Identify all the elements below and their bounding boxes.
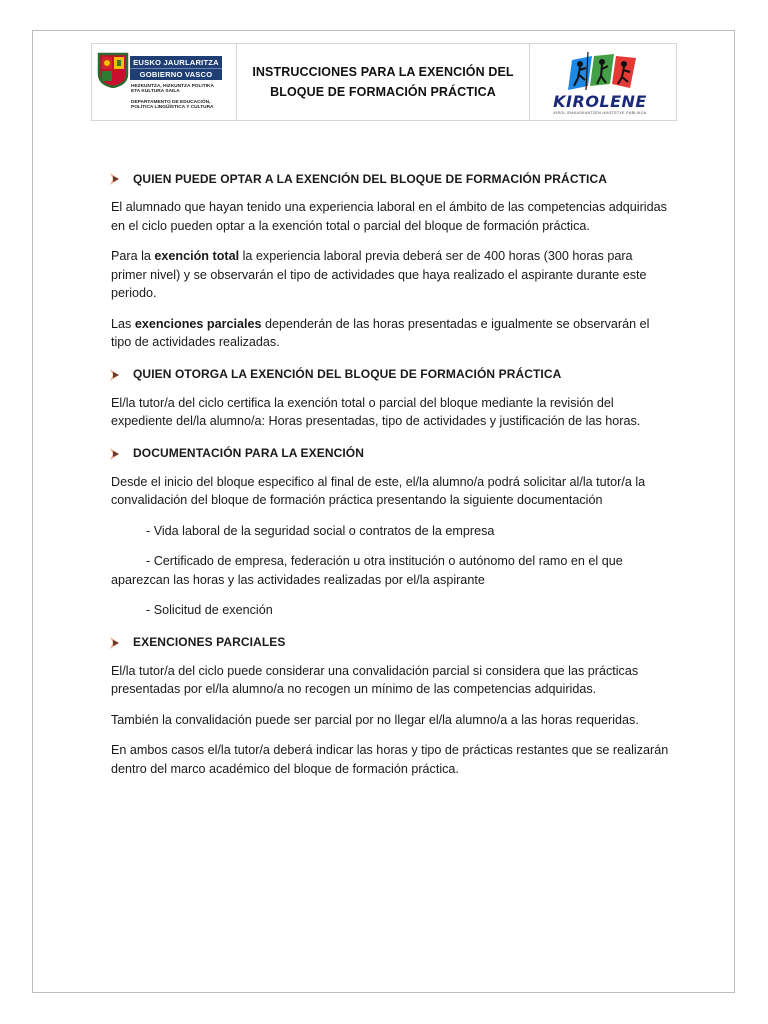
text: la experiencia laboral previa deberá ser de 400 horas (300 horas para primer nivel) y se observarán el tipo de actividades que haya realizado el aspirante durante este periodo. <box>111 249 647 300</box>
dept-eu-line-2: ETA KULTURA SAILA <box>131 89 180 95</box>
section-heading-2 <box>111 364 671 386</box>
text: Las <box>111 316 135 331</box>
paragraph: El/la tutor/a del ciclo puede considerar una convalidación parcial si considera que las prácticas presentadas por el/la alumno/a no recogen un mínimo de las competencias adquiridas. <box>111 663 639 696</box>
document-title <box>252 62 513 102</box>
list-item: - Certificado de empresa, federación u otra institución o autónomo del ramo en el que aparezcan las horas y las actividades realizadas por el/la aspirante <box>111 554 623 587</box>
title-line-1: INSTRUCCIONES PARA LA EXENCIÓN DEL <box>252 65 514 79</box>
section-title: EXENCIONES PARCIALES <box>133 635 286 650</box>
bold-text: exención total <box>154 249 240 263</box>
dept-eu-line-1: HEZKUNTZA, HIZKUNTZA POLITIKA <box>131 84 214 89</box>
kirolene-athletes-icon <box>558 50 640 94</box>
section-heading-1 <box>111 168 671 190</box>
arrow-bullet-icon <box>111 368 133 382</box>
text: dependerán de las horas presentadas e igualmente se observarán el tipo de actividades realizadas. <box>111 316 650 349</box>
gov-name-basque: EUSKO JAURLARITZA <box>133 58 219 67</box>
kirolene-wordmark: KIROLENE <box>553 92 647 111</box>
paragraph: También la convalidación puede ser parcial por no llegar el/la alumno/a a las horas requeridas. <box>111 712 639 727</box>
document-body <box>111 168 671 790</box>
section-heading-4 <box>111 632 671 654</box>
basque-government-logo <box>92 44 237 120</box>
paragraph <box>111 315 671 352</box>
section-title: DOCUMENTACIÓN PARA LA EXENCIÓN <box>133 446 364 461</box>
gov-name-spanish: GOBIERNO VASCO <box>130 68 222 80</box>
paragraph <box>111 247 671 303</box>
government-name-band <box>130 56 222 80</box>
list-item: - Solicitud de exención <box>146 603 273 617</box>
document-header <box>91 43 677 121</box>
paragraph: El alumnado que hayan tenido una experiencia laboral en el ámbito de las competencias adquiridas en el ciclo pueden optar a la exención total o parcial del bloque de formación práctica. <box>111 200 667 233</box>
kirolene-logo <box>530 44 676 120</box>
kirolene-subtitle: KIROL IRAKASKUNTZEN IKASTETXE PUBLIKOA <box>553 111 647 115</box>
department-spanish <box>131 100 214 111</box>
dept-es-line-2: POLÍTICA LINGÜÍSTICA Y CULTURA <box>131 105 214 111</box>
arrow-bullet-icon <box>111 636 133 650</box>
dept-es-line-1: DEPARTAMENTO DE EDUCACIÓN, <box>131 100 211 105</box>
section-heading-3 <box>111 443 671 465</box>
header-title-cell <box>237 44 530 120</box>
basque-shield-icon <box>97 52 129 88</box>
section-title: QUIEN OTORGA LA EXENCIÓN DEL BLOQUE DE FORMACIÓN PRÁCTICA <box>133 367 562 382</box>
bold-text: exenciones parciales <box>134 316 262 331</box>
section-title: QUIEN PUEDE OPTAR A LA EXENCIÓN DEL BLOQUE DE FORMACIÓN PRÁCTICA <box>133 171 607 186</box>
paragraph: El/la tutor/a del ciclo certifica la exención total o parcial del bloque mediante la revisión del expediente del/la alumno/a: Horas presentadas, tipo de actividades y justificación de las horas. <box>111 395 641 428</box>
text: Para la <box>111 249 155 263</box>
title-line-2: BLOQUE DE FORMACIÓN PRÁCTICA <box>270 85 496 99</box>
paragraph: Desde el inicio del bloque especifico al final de este, el/la alumno/a podrá solicitar al/la tutor/a la convalidación del bloque de formación práctica presentando la siguiente documentación <box>111 474 646 507</box>
paragraph: En ambos casos el/la tutor/a deberá indicar las horas y tipo de prácticas restantes que se realizarán dentro del marco académico del bloque de formación práctica. <box>111 743 669 776</box>
arrow-bullet-icon <box>111 172 133 186</box>
department-basque <box>131 84 214 95</box>
list-item: - Vida laboral de la seguridad social o contratos de la empresa <box>146 523 495 538</box>
arrow-bullet-icon <box>111 447 133 461</box>
